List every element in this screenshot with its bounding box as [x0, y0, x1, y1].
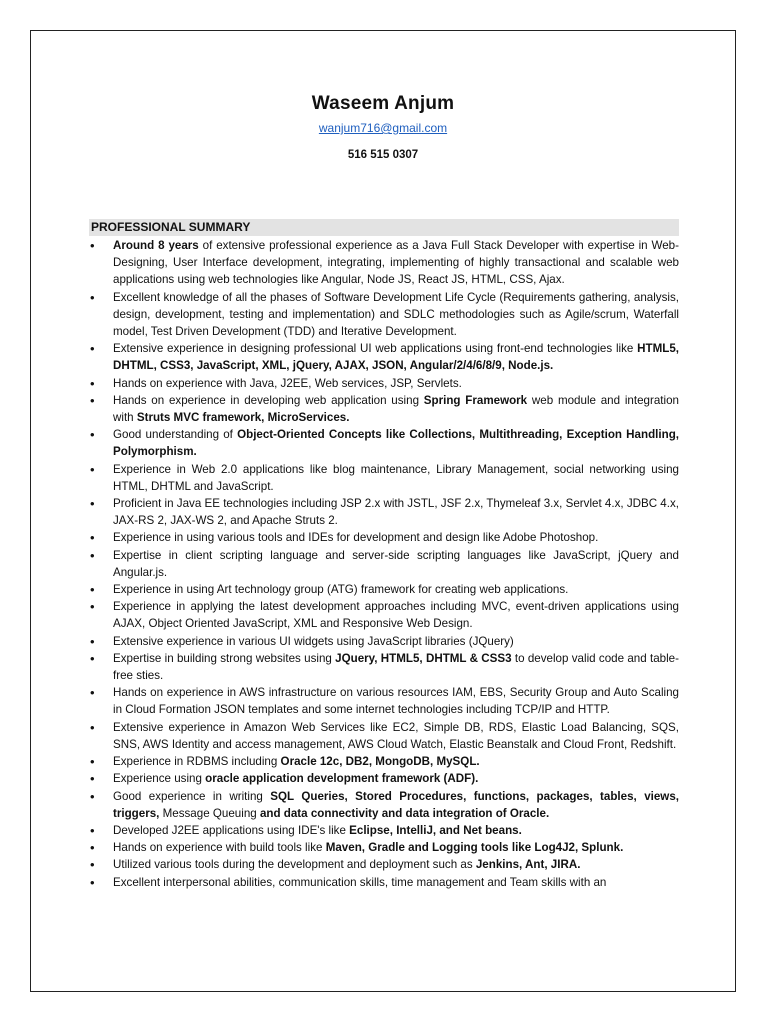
bullet-text-run: Hands on experience with Java, J2EE, Web services, JSP, Servlets. — [113, 376, 462, 390]
phone-number: 516 515 0307 — [347, 149, 419, 161]
bullet-text-run: Proficient in Java EE technologies including JSP 2.x with JSTL, JSF 2.x, Thymeleaf 3.x, Servlet 4.x, JDBC 4.x, JAX-RS 2, JAX-WS 2, and Apache Struts 2. — [113, 497, 679, 528]
bullet-text-run: Developed J2EE applications using IDE's like — [113, 823, 350, 837]
bullet-text-run: Object-Oriented Concepts like Collections, Multithreading, Exception Handling, Polymorphism. — [113, 428, 679, 459]
summary-bullet-item — [89, 839, 679, 856]
bullet-text-run: Maven, Gradle and Logging tools like Log4J2, Splunk. — [325, 841, 624, 855]
summary-bullet-item — [89, 289, 679, 341]
summary-bullet-item — [89, 633, 679, 650]
summary-bullet-item — [89, 426, 679, 460]
summary-bullet-item — [89, 237, 679, 289]
bullet-text-run: Good experience in writing — [113, 789, 271, 803]
bullet-text-run: Good understanding of — [113, 428, 238, 442]
summary-bullet-item — [89, 598, 679, 632]
bullet-text-run: Extensive experience in Amazon Web Services like EC2, Simple DB, RDS, Elastic Load Balancing, SQS, SNS, AWS Identity and access management, AWS Cloud Watch, Elastic Beanstalk and Cloud Front, Redshift. — [113, 720, 679, 751]
summary-bullet-item — [89, 529, 679, 546]
summary-bullet-item — [89, 375, 679, 392]
bullet-text-run: HTML5, DHTML, CSS3, JavaScript, XML, jQuery, AJAX, JSON, Angular/2/4/6/8/9, Node.js. — [113, 342, 679, 373]
resume-header — [31, 93, 735, 161]
section-title: PROFESSIONAL SUMMARY — [89, 219, 679, 236]
bullet-text-run: Message Queuing — [159, 806, 260, 820]
summary-bullet-item — [89, 684, 679, 718]
professional-summary-section — [89, 219, 679, 891]
resume-page — [30, 30, 736, 992]
bullet-text-run: to develop valid code and table-free sties. — [113, 651, 679, 683]
bullet-text-run: Hands on experience in AWS infrastructure on various resources IAM, EBS, Security Group and Auto Scaling in Cloud Formation JSON templates and some internet technologies including TCP/IP and HTTP. — [113, 686, 679, 717]
bullet-text-run: Experience using — [113, 772, 206, 786]
summary-bullet-item — [89, 822, 679, 839]
summary-bullet-item — [89, 392, 679, 426]
bullet-text-run: Expertise in building strong websites using — [113, 651, 336, 665]
bullet-text-run: Excellent knowledge of all the phases of Software Development Life Cycle (Requirements gathering, analysis, design, development, testing and implementation) and SDLC methodologies such as Agile/scrum, Waterfall model, Test Driven Development (TDD) and Iterative Development. — [113, 290, 679, 339]
summary-bullet-item — [89, 856, 679, 873]
summary-bullet-item — [89, 340, 679, 374]
summary-bullet-item — [89, 547, 679, 581]
summary-bullet-item — [89, 788, 679, 822]
bullet-text-run: Extensive experience in designing professional UI web applications using front-end technologies like — [113, 342, 638, 356]
summary-bullet-item — [89, 770, 679, 787]
bullet-text-run: Eclipse, IntelliJ, and Net beans. — [349, 823, 522, 837]
bullet-text-run: Experience in RDBMS including — [113, 755, 281, 769]
summary-bullet-item — [89, 495, 679, 529]
candidate-name: Waseem Anjum — [311, 93, 455, 114]
bullet-text-run: web module and integration with — [113, 393, 679, 425]
bullet-text-run: of extensive professional experience as a Java Full Stack Developer with expertise in Web- Designing, User Interface development, integrating, implementing of highly transactional and scalable web applications using web technologies like Angular, Node JS, React JS, HTML, CSS, Ajax. — [113, 239, 679, 287]
bullet-text-run: Experience in applying the latest development approaches including MVC, event-driven applications using AJAX, Object Oriented JavaScript, XML and Responsive Web Design. — [113, 600, 679, 631]
summary-bullet-item — [89, 650, 679, 684]
bullet-text-run: and data connectivity and data integration of Oracle. — [259, 806, 550, 820]
bullet-text-run: Hands on experience with build tools like — [113, 841, 326, 855]
bullet-text-run: Experience in using Art technology group (ATG) framework for creating web applications. — [113, 583, 569, 597]
summary-bullet-item — [89, 581, 679, 598]
bullet-text-run: Struts MVC framework, MicroServices. — [136, 411, 350, 425]
summary-bullet-item — [89, 461, 679, 495]
bullet-text-run: Spring Framework — [423, 393, 528, 407]
bullet-text-run: Extensive experience in various UI widgets using JavaScript libraries (JQuery) — [113, 634, 514, 648]
bullet-text-run: Hands on experience in developing web application using — [113, 393, 424, 407]
bullet-text-run: oracle application development framework (ADF). — [205, 772, 479, 786]
bullet-text-run: Oracle 12c, DB2, MongoDB, MySQL. — [280, 755, 480, 769]
bullet-text-run: Jenkins, Ant, JIRA. — [475, 858, 581, 872]
bullet-text-run: Expertise in client scripting language and server-side scripting languages like JavaScript, jQuery and Angular.js. — [113, 548, 679, 579]
summary-bullet-item — [89, 753, 679, 770]
bullet-text-run: Experience in using various tools and IDEs for development and design like Adobe Photoshop. — [113, 531, 599, 545]
bullet-text-run: SQL Queries, Stored Procedures, functions, packages, tables, views, triggers, — [113, 789, 679, 820]
summary-bullet-item — [89, 874, 679, 891]
summary-bullet-item — [89, 719, 679, 753]
summary-bullet-list — [89, 237, 679, 891]
bullet-text-run: JQuery, HTML5, DHTML & CSS3 — [335, 651, 512, 665]
bullet-text-run: Around 8 years — [113, 239, 203, 252]
bullet-text-run: Utilized various tools during the development and deployment such as — [113, 858, 476, 872]
bullet-text-run: Excellent interpersonal abilities, communication skills, time management and Team skills with an — [113, 875, 607, 889]
bullet-text-run: Experience in Web 2.0 applications like blog maintenance, Library Management, social networking using HTML, DHTML and JavaScript. — [113, 462, 679, 493]
email-link[interactable]: wanjum716@gmail.com — [318, 121, 448, 135]
